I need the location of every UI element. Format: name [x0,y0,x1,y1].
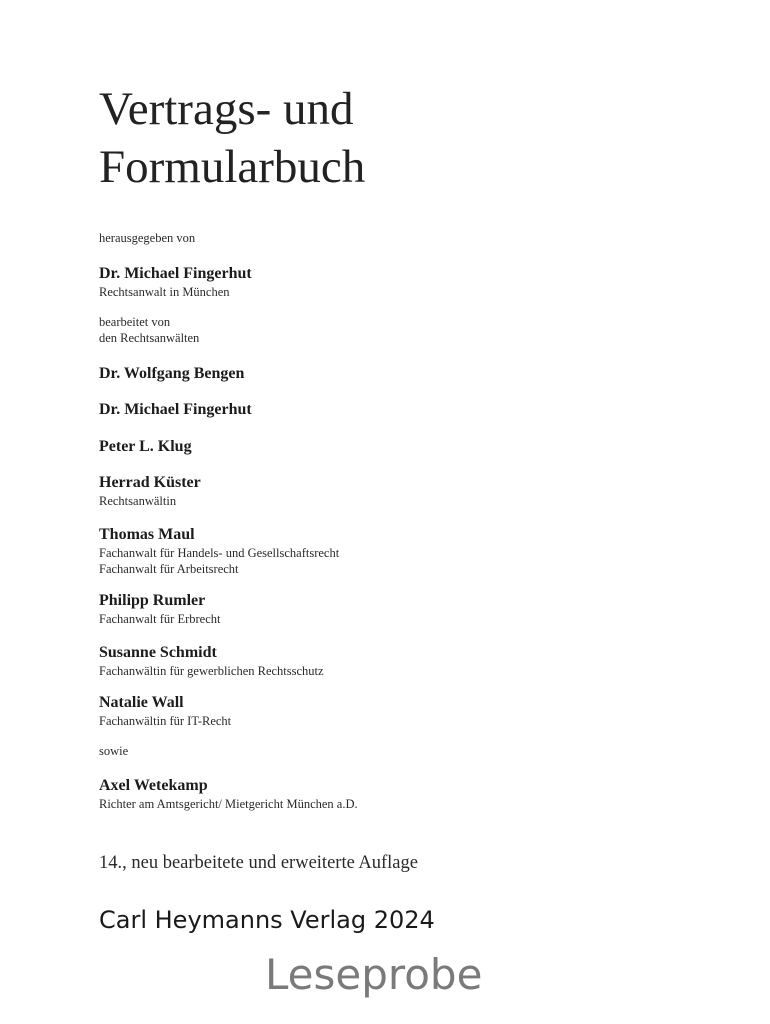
book-title-line-2: Formularbuch [99,141,366,193]
contributor-name: Thomas Maul [99,526,195,543]
book-title [99,80,365,196]
contributor-name: Dr. Wolfgang Bengen [99,365,245,382]
contributor-block [99,591,220,627]
contributor-role: Fachanwalt für Arbeitsrecht [99,562,239,576]
contributors-intro-line-2: den Rechtsanwälten [99,331,200,345]
title-page [99,0,739,1024]
contributor-role: Fachanwalt für Handels- und Gesellschaftsrecht [99,546,340,560]
contributor-block [99,525,339,577]
watermark: Leseprobe [265,950,483,999]
contributor-role: Rechtsanwältin [99,494,177,508]
contributor-role: Fachanwältin für IT-Recht [99,714,232,728]
contributor-block [99,693,231,729]
book-title-line-1: Vertrags- und [99,83,354,135]
contributor-name: Herrad Küster [99,474,201,491]
contributor-name: Peter L. Klug [99,438,192,455]
editor-role: Rechtsanwalt in München [99,285,230,299]
contributor-name: Dr. Michael Fingerhut [99,401,252,418]
contributor-name: Philipp Rumler [99,592,206,609]
contributors-intro [99,314,199,346]
also-name: Axel Wetekamp [99,777,208,794]
contributor-role: Fachanwalt für Erbrecht [99,612,221,626]
editor-intro: herausgegeben von [99,231,196,245]
contributor-role: Fachanwältin für gewerblichen Rechtsschutz [99,664,324,678]
contributor-block [99,473,201,509]
editor-block [99,264,252,300]
contributors-intro-line-1: bearbeitet von [99,315,171,329]
edition-line: 14., neu bearbeitete und erweiterte Auflage [99,853,418,873]
also-block [99,776,358,812]
also-role: Richter am Amtsgericht/ Mietgericht München a.D. [99,797,358,811]
contributor-name: Natalie Wall [99,694,184,711]
contributor-block [99,643,324,679]
contributor-name: Susanne Schmidt [99,644,217,661]
editor-name: Dr. Michael Fingerhut [99,265,252,282]
publisher: Carl Heymanns Verlag 2024 [99,906,435,934]
also-intro: sowie [99,744,129,758]
